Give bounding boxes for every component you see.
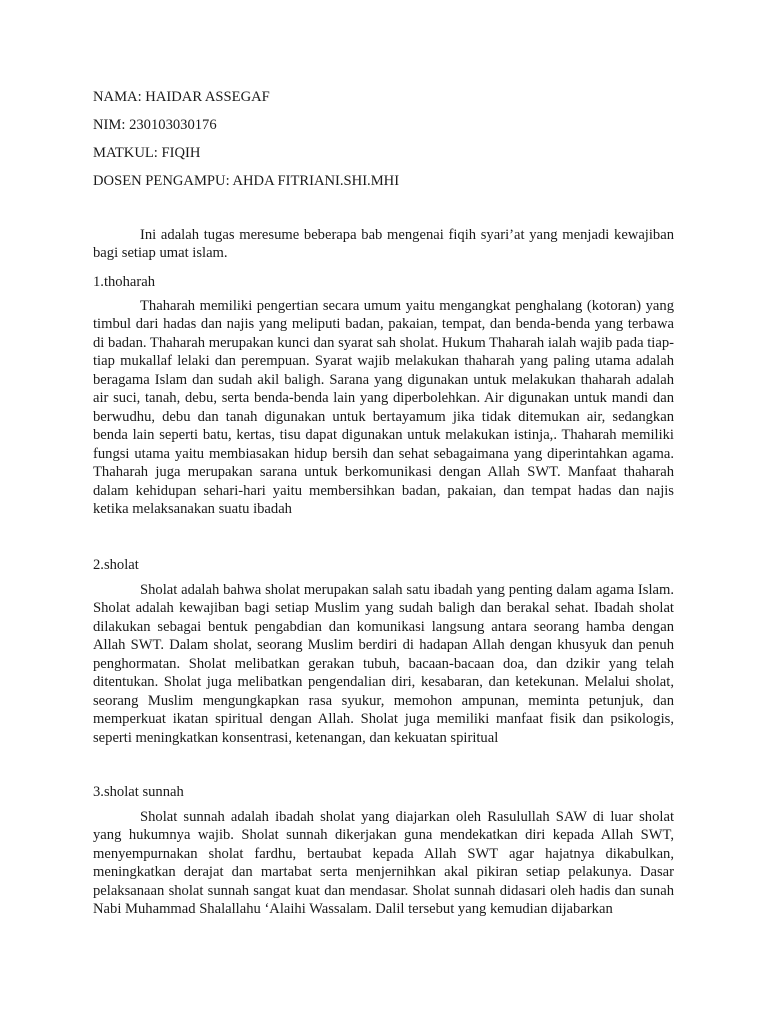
- section-heading-thoharah: 1.thoharah: [93, 274, 156, 290]
- section-body-sholat: Sholat adalah bahwa sholat merupakan salah satu ibadah yang penting dalam agama Islam. Sholat adalah kewajiban bagi setiap Muslim yang sudah baligh dan berakal sehat. Ibadah sholat dilakukan sebagai bentuk pengabdian dan komunikasi langsung antara seorang hamba dengan Allah SWT. Dalam sholat, seorang Muslim berdiri di hadapan Allah dengan khusyuk dan penuh penghormatan. Sholat melibatkan gerakan tubuh, bacaan-bacaan doa, dan dzikir yang telah ditentukan. Sholat juga melibatkan pengendalian diri, kesabaran, dan ketekunan. Melalui sholat, seorang Muslim mengungkapkan rasa syukur, memohon ampunan, meminta petunjuk, dan memperkuat ikatan spiritual dengan Allah. Sholat juga memiliki manfaat fisik dan psikologis, seperti meningkatkan konsentrasi, ketenangan, dan kekuatan spiritual: [93, 582, 674, 746]
- section-body-sholat-sunnah: Sholat sunnah adalah ibadah sholat yang diajarkan oleh Rasulullah SAW di luar sholat yang hukumnya wajib. Sholat sunnah dikerjakan guna mendekatkan diri kepada Allah SWT, menyempurnakan sholat fardhu, bertaubat kepada Allah SWT agar hajatnya dikabulkan, meningkatkan derajat dan martabat serta menjernihkan akal pikiran setiap pelakunya. Dasar pelaksanaan sholat sunnah sangat kuat dan mendasar. Sholat sunnah didasari oleh hadis dan sunah Nabi Muhammad Shalallahu ‘Alaihi Wassalam. Dalil tersebut yang kemudian dijabarkan: [93, 809, 674, 918]
- lecturer-name: DOSEN PENGAMPU: AHDA FITRIANI.SHI.MHI: [93, 173, 400, 189]
- section-heading-sholat-sunnah: 3.sholat sunnah: [93, 784, 184, 800]
- course-name: MATKUL: FIQIH: [93, 145, 201, 161]
- student-nim: NIM: 230103030176: [93, 117, 217, 133]
- student-name: NAMA: HAIDAR ASSEGAF: [93, 89, 270, 105]
- intro-paragraph: Ini adalah tugas meresume beberapa bab mengenai fiqih syari’at yang menjadi kewajiban bagi setiap umat islam.: [93, 227, 674, 262]
- section-heading-sholat: 2.sholat: [93, 557, 139, 573]
- section-body-thoharah: Thaharah memiliki pengertian secara umum yaitu mengangkat penghalang (kotoran) yang timbul dari hadas dan najis yang meliputi badan, pakaian, tempat, dan benda-benda yang terbawa di badan. Thaharah merupakan kunci dan syarat sah sholat. Hukum Thaharah ialah wajib pada tiap-tiap mukallaf lelaki dan perempuan. Syarat wajib melakukan thaharah yang paling utama adalah beragama Islam dan sudah akil baligh. Sarana yang digunakan untuk melakukan thaharah adalah air suci, tanah, debu, serta benda-benda lain yang diperbolehkan. Air digunakan untuk mandi dan berwudhu, debu dan tanah digunakan untuk bertayamum jika tidak ditemukan air, sedangkan benda lain seperti batu, kertas, tisu dapat digunakan untuk melakukan istinja,. Thaharah memiliki fungsi utama yaitu membiasakan hidup bersih dan sehat sebagaimana yang diperintahkan agama. Thaharah juga merupakan sarana untuk berkomunikasi dengan Allah SWT. Manfaat thaharah dalam kehidupan sehari-hari yaitu membersihkan badan, pakaian, dan tempat hadas dan najis ketika melaksanakan suatu ibadah: [93, 298, 674, 517]
